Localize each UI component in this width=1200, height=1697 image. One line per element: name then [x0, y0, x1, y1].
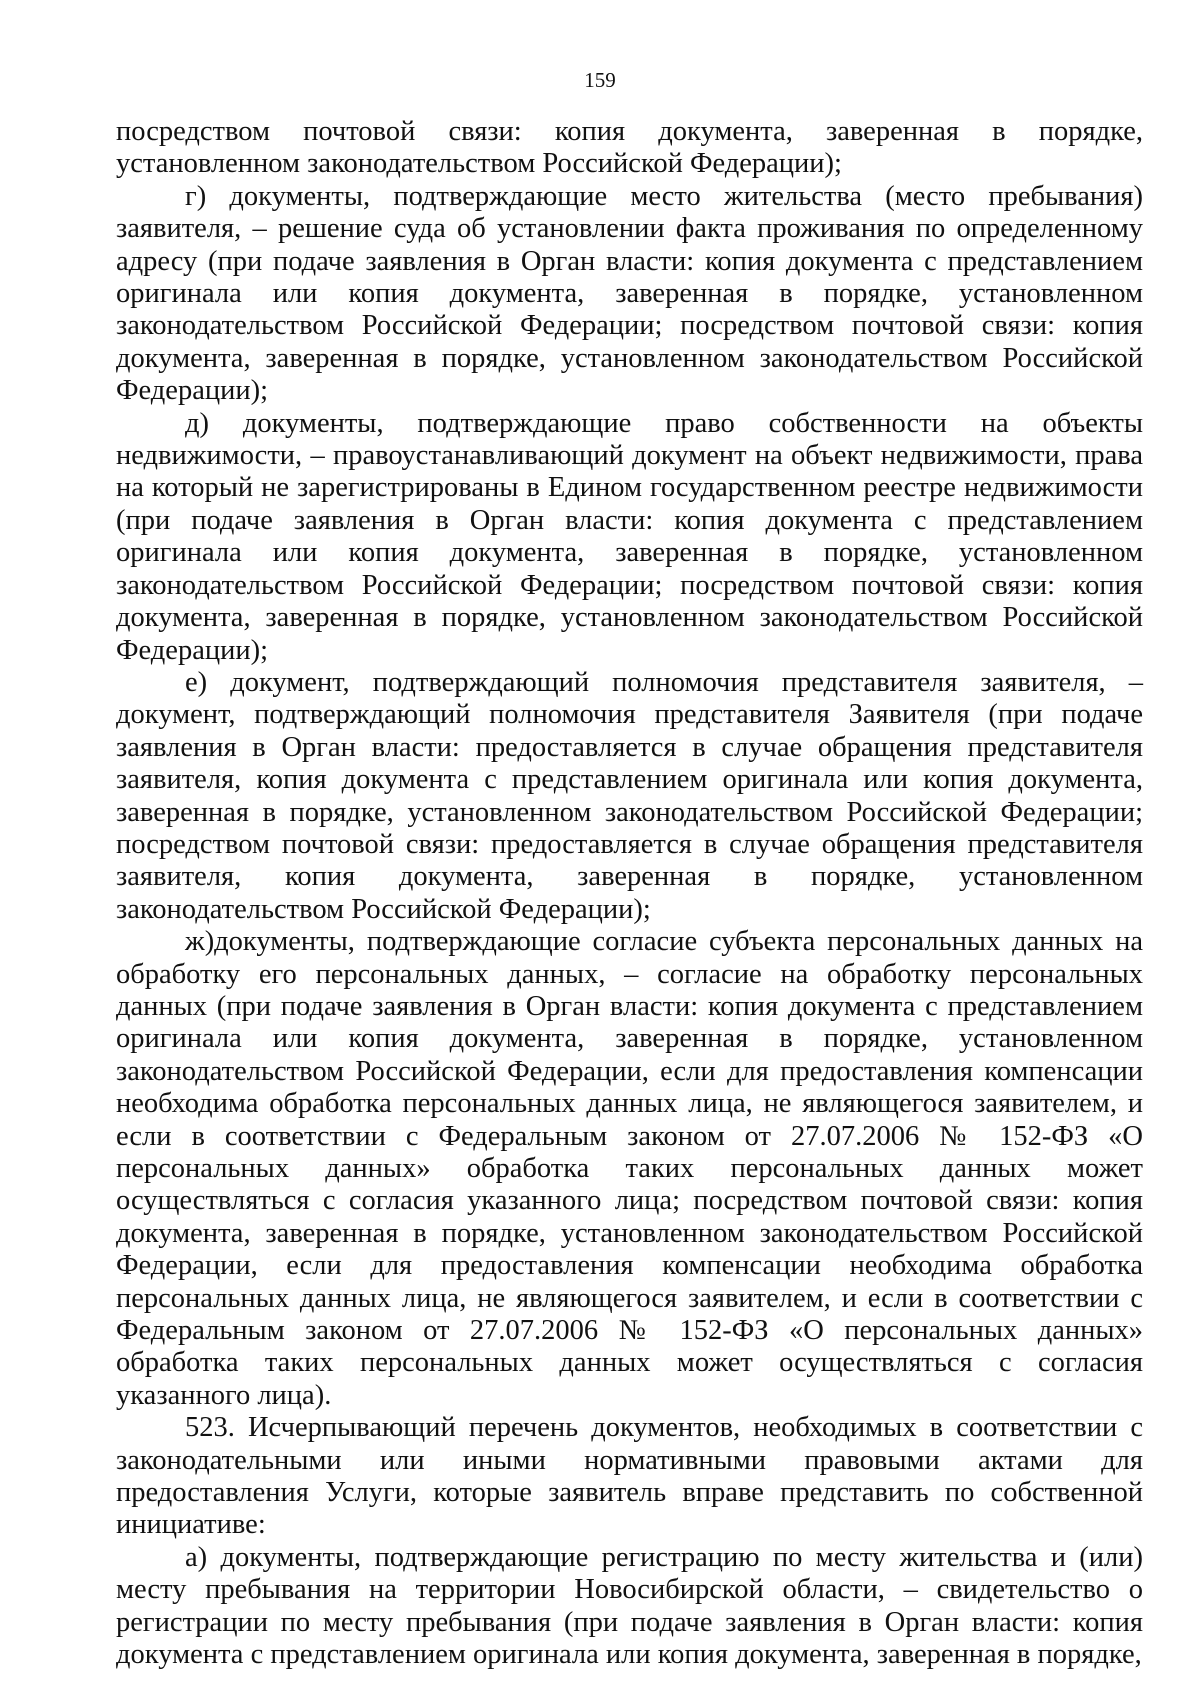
paragraph-item-a: а) документы, подтверждающие регистрацию по месту жительства и (или) месту пребывания на территории Новосибирской области, – свидетельство о регистрации по месту пребывания (при подаче заявления в Орган власти: копия документа с представлением оригинала или копия документа, заверенная в порядке, [116, 1541, 1143, 1671]
paragraph-item-zh: ж)документы, подтверждающие согласие субъекта персональных данных на обработку его персональных данных, – согласие на обработку персональных данных (при подаче заявления в Орган власти: копия документа с представлением оригинала или копия документа, заверенная в порядке, установленном законодательством Российской Федерации, если для предоставления компенсации необходима обработка персональных данных лица, не являющегося заявителем, и если в соответствии с Федеральным законом от 27.07.2006 № 152-ФЗ «О персональных данных» обработка таких персональных данных может осуществляться с согласия указанного лица; посредством почтовой связи: копия документа, заверенная в порядке, установленном законодательством Российской Федерации, если для предоставления компенсации необходима обработка персональных данных лица, не являющегося заявителем, и если в соответствии с Федеральным законом от 27.07.2006 № 152-ФЗ «О персональных данных» обработка таких персональных данных может осуществляться с согласия указанного лица). [116, 926, 1143, 1411]
paragraph-continuation: посредством почтовой связи: копия документа, заверенная в порядке, установленном законодательством Российской Федерации); [116, 116, 1143, 180]
paragraph-item-d: д) документы, подтверждающие право собственности на объекты недвижимости, – правоустанавливающий документ на объект недвижимости, права на который не зарегистрированы в Едином государственном реестре недвижимости (при подаче заявления в Орган власти: копия документа с представлением оригинала или копия документа, заверенная в порядке, установленном законодательством Российской Федерации; посредством почтовой связи: копия документа, заверенная в порядке, установленном законодательством Российской Федерации); [116, 407, 1143, 666]
paragraph-item-g: г) документы, подтверждающие место жительства (место пребывания) заявителя, – решение суда об установлении факта проживания по определенному адресу (при подаче заявления в Орган власти: копия документа с представлением оригинала или копия документа, заверенная в порядке, установленном законодательством Российской Федерации; посредством почтовой связи: копия документа, заверенная в порядке, установленном законодательством Российской Федерации); [116, 180, 1143, 407]
document-body [116, 116, 1143, 1672]
page-number: 159 [584, 68, 616, 92]
paragraph-section-523: 523. Исчерпывающий перечень документов, необходимых в соответствии с законодательными или иными нормативными правовыми актами для предоставления Услуги, которые заявитель вправе представить по собственной инициативе: [116, 1412, 1143, 1541]
paragraph-item-e: е) документ, подтверждающий полномочия представителя заявителя, – документ, подтверждающий полномочия представителя Заявителя (при подаче заявления в Орган власти: предоставляется в случае обращения представителя заявителя, копия документа с представлением оригинала или копия документа, заверенная в порядке, установленном законодательством Российской Федерации; посредством почтовой связи: предоставляется в случае обращения представителя заявителя, копия документа, заверенная в порядке, установленном законодательством Российской Федерации); [116, 666, 1143, 925]
